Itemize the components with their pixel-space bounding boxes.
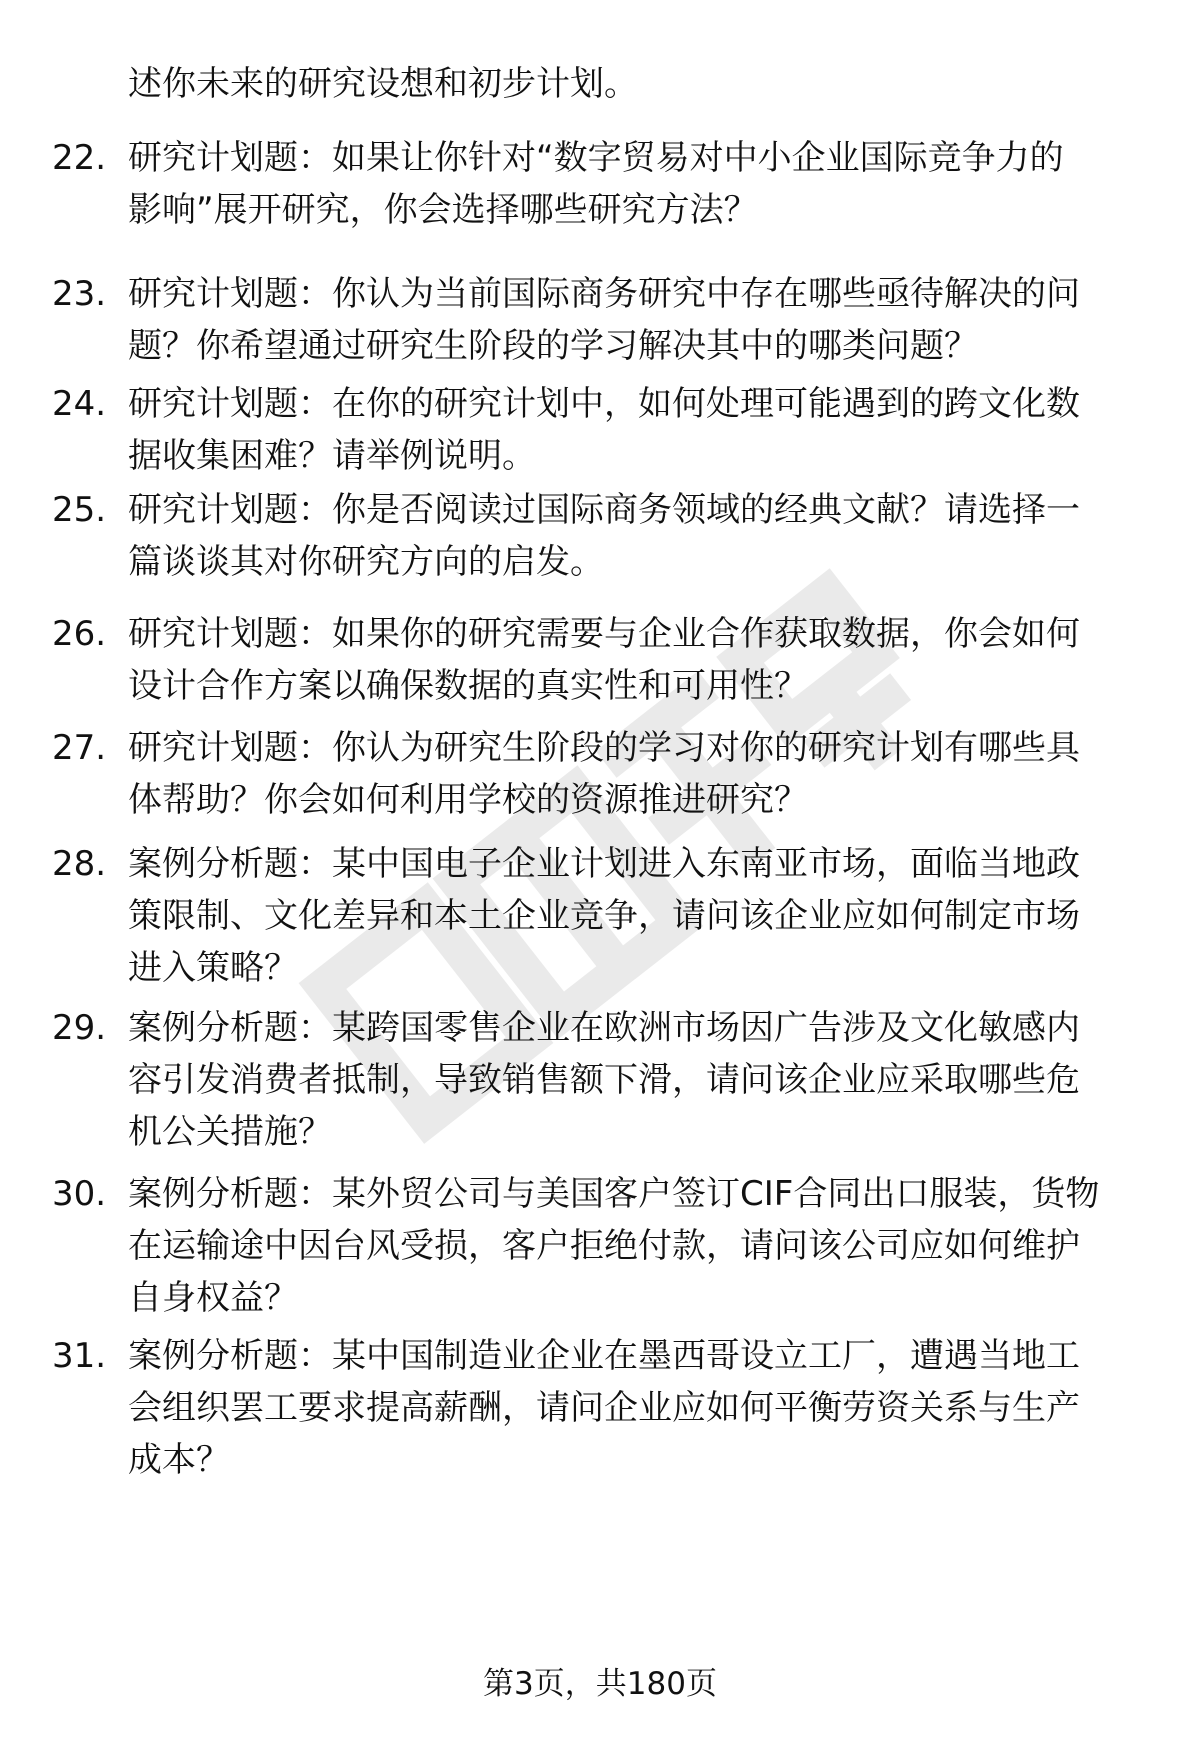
question-number: 25.: [52, 490, 107, 530]
question-number: 28.: [52, 844, 107, 884]
question-text-line: 成本？: [128, 1440, 230, 1480]
question-item: [52, 484, 1162, 588]
question-item: [52, 378, 1162, 482]
question-number: 31.: [52, 1336, 107, 1376]
question-text: [128, 722, 1200, 826]
question-number: 23.: [52, 274, 107, 314]
question-text-line: 设计合作方案以确保数据的真实性和可用性？: [128, 666, 808, 706]
question-text-line: 研究计划题：如果让你针对“数字贸易对中小企业国际竞争力的: [128, 138, 1064, 178]
question-text-line: 题？你希望通过研究生阶段的学习解决其中的哪类问题？: [128, 326, 978, 366]
question-text-line: 策限制、文化差异和本土企业竞争，请问该企业应如何制定市场: [128, 896, 1080, 936]
question-text-line: 自身权益？: [128, 1278, 298, 1318]
question-number: 29.: [52, 1008, 107, 1048]
question-text-line: 研究计划题：你认为当前国际商务研究中存在哪些亟待解决的问: [128, 274, 1080, 314]
question-number: 30.: [52, 1174, 107, 1214]
question-text-line: 进入策略？: [128, 948, 298, 988]
question-text-line: 在运输途中因台风受损，客户拒绝付款，请问该公司应如何维护: [128, 1226, 1080, 1266]
question-item: [52, 1330, 1162, 1486]
question-text-line: 据收集困难？请举例说明。: [128, 436, 536, 476]
question-text: [128, 378, 1200, 482]
intro-continuation-text: 述你未来的研究设想和初步计划。: [128, 64, 638, 104]
question-text: [128, 1002, 1200, 1158]
question-text-line: 案例分析题：某中国电子企业计划进入东南亚市场，面临当地政: [128, 844, 1080, 884]
page-number-footer: 第3页，共180页: [483, 1666, 717, 1702]
question-number: 26.: [52, 614, 107, 654]
question-number: 27.: [52, 728, 107, 768]
question-number: 22.: [52, 138, 107, 178]
question-text: [128, 132, 1200, 236]
question-text-line: 体帮助？你会如何利用学校的资源推进研究？: [128, 780, 808, 820]
question-text-line: 研究计划题：在你的研究计划中，如何处理可能遇到的跨文化数: [128, 384, 1080, 424]
question-text-line: 会组织罢工要求提高薪酬，请问企业应如何平衡劳资关系与生产: [128, 1388, 1080, 1428]
question-item: [52, 722, 1162, 826]
question-item: [52, 268, 1162, 372]
question-text-line: 篇谈谈其对你研究方向的启发。: [128, 542, 604, 582]
question-text-line: 机公关措施？: [128, 1112, 332, 1152]
question-text: [128, 1168, 1200, 1324]
question-text: [128, 838, 1200, 994]
question-text-line: 案例分析题：某中国制造业企业在墨西哥设立工厂，遭遇当地工: [128, 1336, 1080, 1376]
question-text: [128, 608, 1200, 712]
question-text-line: 研究计划题：你是否阅读过国际商务领域的经典文献？请选择一: [128, 490, 1080, 530]
question-text-line: 影响”展开研究，你会选择哪些研究方法？: [128, 190, 758, 230]
question-text: [128, 1330, 1200, 1486]
question-text-line: 案例分析题：某外贸公司与美国客户签订CIF合同出口服装，货物: [128, 1174, 1100, 1214]
question-text-line: 容引发消费者抵制，导致销售额下滑，请问该企业应采取哪些危: [128, 1060, 1080, 1100]
question-text-line: 案例分析题：某跨国零售企业在欧洲市场因广告涉及文化敏感内: [128, 1008, 1080, 1048]
question-text: [128, 268, 1200, 372]
question-text-line: 研究计划题：你认为研究生阶段的学习对你的研究计划有哪些具: [128, 728, 1080, 768]
question-item: [52, 132, 1162, 236]
question-text: [128, 484, 1200, 588]
question-number: 24.: [52, 384, 107, 424]
question-item: [52, 1168, 1162, 1324]
question-item: [52, 1002, 1162, 1158]
question-text-line: 研究计划题：如果你的研究需要与企业合作获取数据，你会如何: [128, 614, 1080, 654]
question-item: [52, 608, 1162, 712]
question-item: [52, 838, 1162, 994]
